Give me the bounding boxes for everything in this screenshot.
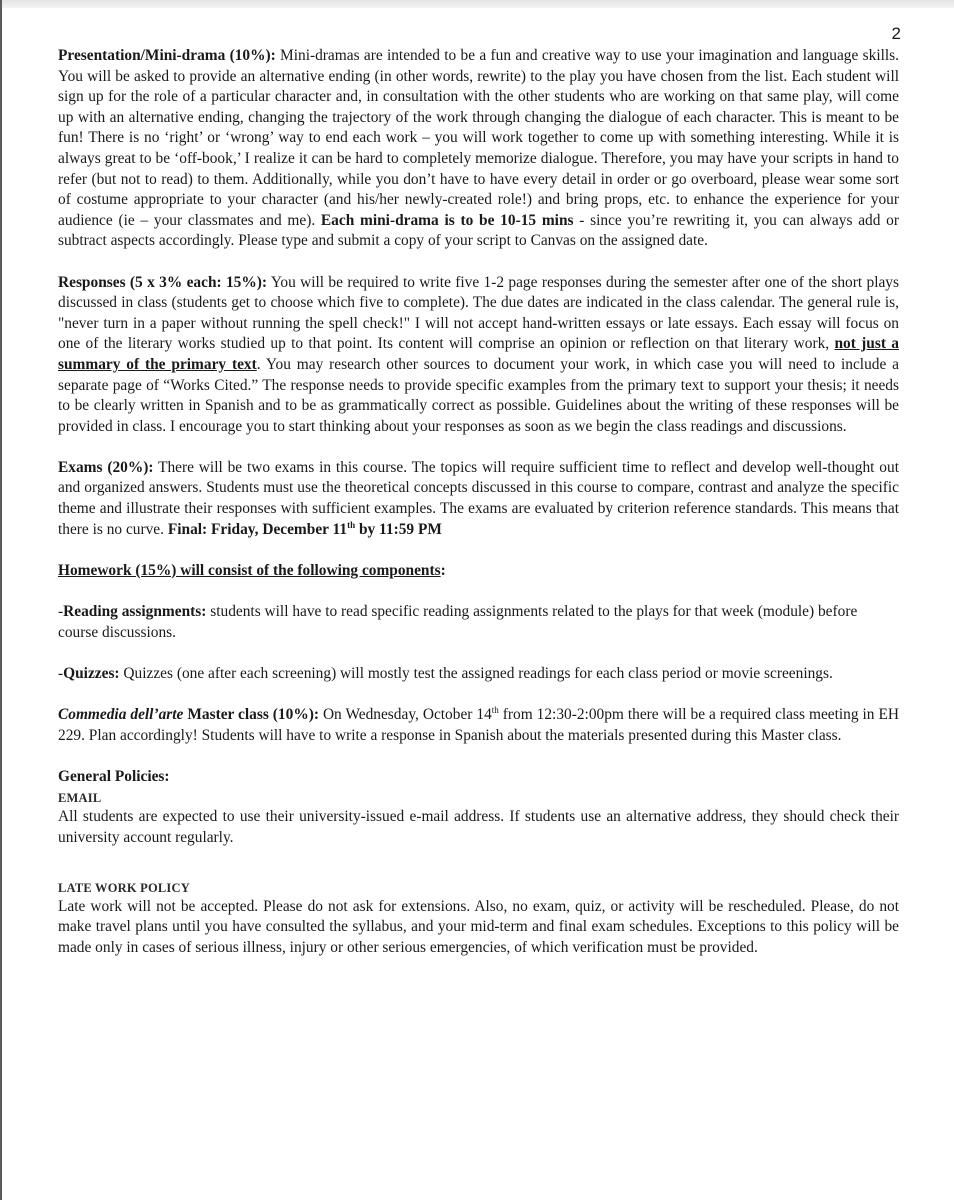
homework-item-label: Reading assignments: [63, 603, 207, 621]
homework-item-text: Quizzes (one after each screening) will mostly test the assigned readings for each class period or movie screenings. [119, 664, 833, 682]
master-class-text-end: from 12:30-2:00pm there will be a required class meeting in EH 229. Plan accordingly! Students will have to write a response in Spanish about the materials presented during this Master class. [58, 706, 899, 744]
final-exam-date-suffix: by 11:59 PM [355, 520, 442, 538]
list-dash: - [58, 603, 64, 621]
mini-drama-text: Mini-dramas are intended to be a fun and creative way to use your imagination and language skills. You will be asked to provide an alternative ending (in other words, rewrite) to the play you have chosen from the list. Each student will sign up for the role of a particular character and, in consultation with the other students who are working on that same play, will come up with an alternative ending, changing the trajectory of the work through changing the dialogue of each character. This is meant to be fun! There is no ‘right’ or ‘wrong’ way to end each work – you will work together to come up with something interesting. While it is always great to be ‘off-book,’ I realize it can be hard to completely memorize dialogue. Therefore, you may have your scripts in hand to refer (but not to read) to them. Additionally, while you don’t have to have every detail in order or go overboard, please wear some sort of costume appropriate to your character (and his/her newly-created role!) and bring props, etc. to enhance the experience for your audience (ie – your classmates and me). [58, 47, 899, 229]
homework-item-label: Quizzes: [63, 664, 120, 682]
responses-paragraph [58, 273, 899, 438]
late-work-policy-title: LATE WORK POLICY [58, 880, 190, 895]
email-policy-text: All students are expected to use their university-issued e-mail address. If students use an alternative address, they should check their university account regularly. [58, 808, 899, 846]
homework-heading: Homework (15%) will consist of the following components [58, 561, 441, 579]
homework-heading-colon: : [440, 561, 446, 579]
final-exam-date [168, 521, 442, 538]
exams-heading: Exams (20%): [58, 458, 154, 476]
master-class-paragraph [58, 705, 899, 746]
responses-text: You will be required to write five 1-2 page responses during the semester after one of the short plays discussed in class (students get to choose which five to complete). The due dates are indicated in the class calendar. The general rule is, "never turn in a paper without running the spell check!" I will not accept hand-written essays or late essays. Each essay will focus on one of the literary works studied up to that point. Its content will comprise an opinion or reflection on that literary work, [58, 273, 899, 353]
final-exam-date-prefix: Final: Friday, December 11 [167, 520, 348, 538]
page-left-edge [0, 0, 2, 1200]
late-work-policy-text: Late work will not be accepted. Please do not ask for extensions. Also, no exam, quiz, or activity will be rescheduled. Please, do not make travel plans until you have consulted the syllabus, and your mid-term and final exam schedules. Exceptions to this policy will be made only in cases of serious illness, injury or other serious emergencies, of which verification must be provided. [58, 897, 899, 956]
mini-drama-heading: Presentation/Mini-drama (10%): [58, 47, 276, 64]
master-class-sup: th [491, 705, 499, 715]
list-dash: - [58, 664, 64, 682]
document-page [58, 24, 899, 978]
exams-text: There will be two exams in this course. The topics will require sufficient time to reflect and develop well-thought out and organized answers. Students must use the theoretical concepts discussed in this course to compare, contrast and analyze the specific theme and illustrate their responses with sufficient examples. The exams are evaluated by criterion reference standards. This means that there is no curve. [58, 458, 899, 538]
responses-emphasis: not just a summary of the primary text [58, 335, 899, 373]
email-policy [58, 789, 899, 848]
page-number: 2 [891, 24, 901, 43]
general-policies-heading-line [58, 767, 899, 788]
mini-drama-text-end: - since you’re rewriting it, you can always add or subtract aspects accordingly. Please type and submit a copy of your script to Canvas on the assigned date. [58, 211, 899, 250]
mini-drama-paragraph [58, 46, 899, 252]
homework-item-text: students will have to read specific reading assignments related to the plays for that week (module) before course discussions. [58, 603, 858, 641]
responses-heading: Responses (5 x 3% each: 15%): [58, 273, 268, 291]
master-class-text: On Wednesday, October 14 [318, 706, 492, 723]
exams-paragraph [58, 458, 899, 540]
viewer-top-shadow [0, 0, 954, 8]
email-policy-title: EMAIL [58, 791, 102, 806]
homework-item-reading [58, 602, 899, 643]
general-policies-heading: General Policies: [58, 767, 170, 785]
homework-item-quizzes [58, 664, 899, 685]
final-exam-date-sup: th [347, 519, 356, 530]
mini-drama-duration: Each mini-drama is to be 10-15 mins [320, 211, 574, 229]
responses-text-end: . You may research other sources to document your work, in which case you will need to include a separate page of “Works Cited.” The response needs to provide specific examples from the primary text to support your thesis; it needs to be clearly written in Spanish and to be as grammatically correct as possible. Guidelines about the writing of these responses will be provided in class. I encourage you to start thinking about your responses as soon as we begin the class readings and discussions. [58, 355, 900, 435]
late-work-policy [58, 879, 899, 959]
master-class-italic-title: Commedia dell’arte [58, 706, 184, 723]
homework-heading-line [58, 561, 899, 582]
master-class-heading: Master class (10%): [183, 706, 319, 723]
